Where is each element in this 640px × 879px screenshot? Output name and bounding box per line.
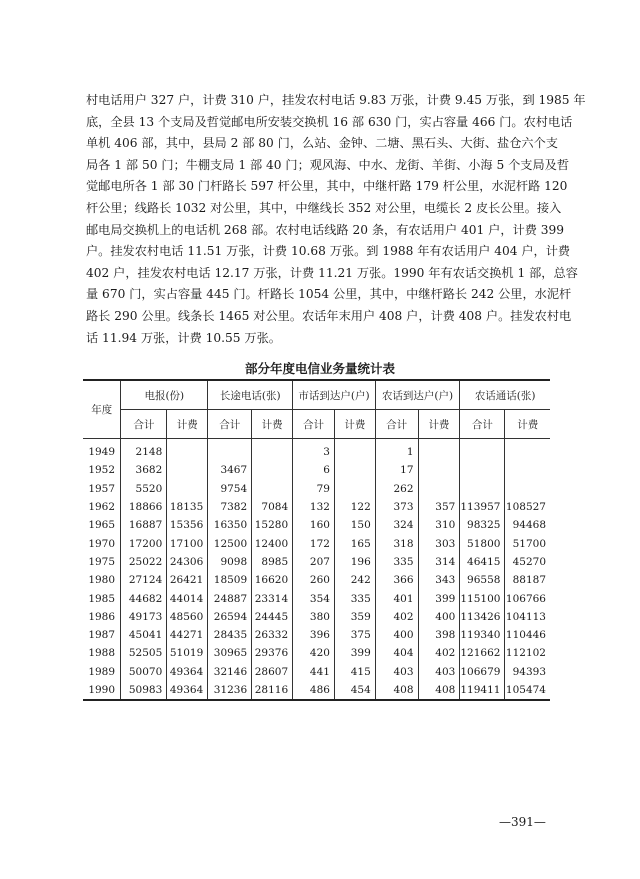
sub-header-billed: 计费 (167, 410, 208, 439)
year-cell: 1957 (88, 482, 116, 495)
value-cell (167, 461, 208, 479)
value-cell: 119340 (460, 626, 505, 644)
value-cell: 26421 (167, 571, 208, 589)
group-header-long-distance: 长途电话(张) (208, 380, 293, 410)
paragraph-line: 底，全县 13 个支局及哲觉邮电所安装交换机 16 部 630 门，实占容量 466 门。农村电话 (86, 114, 573, 129)
sub-header-total: 合计 (293, 410, 335, 439)
value-cell: 335 (375, 553, 418, 571)
value-cell: 25022 (121, 553, 167, 571)
value-cell: 28116 (252, 681, 293, 700)
value-cell: 112102 (505, 644, 550, 662)
value-cell: 408 (375, 681, 418, 700)
table-row (83, 534, 550, 552)
value-cell: 400 (418, 608, 460, 626)
paragraph-line: 户。挂发农村电话 11.51 万张，计费 10.68 万张。到 1988 年有农话用户 404 户，计费 (86, 244, 571, 259)
value-cell: 108527 (505, 498, 550, 516)
value-cell: 2148 (121, 439, 167, 462)
value-cell: 105474 (505, 681, 550, 700)
value-cell: 49173 (121, 608, 167, 626)
table-row (83, 681, 550, 700)
value-cell: 403 (418, 663, 460, 681)
value-cell: 48560 (167, 608, 208, 626)
paragraph-line: 村电话用户 327 户，计费 310 户，挂发农村电话 9.83 万张，计费 9.45 万张，到 1985 年 (86, 93, 586, 107)
value-cell: 399 (334, 644, 375, 662)
value-cell: 357 (418, 498, 460, 516)
group-header-city-phone: 市话到达户(户) (293, 380, 376, 410)
value-cell: 441 (293, 663, 335, 681)
value-cell: 30965 (208, 644, 252, 662)
value-cell: 207 (293, 553, 335, 571)
value-cell: 6 (293, 461, 335, 479)
value-cell (252, 439, 293, 462)
value-cell: 32146 (208, 663, 252, 681)
value-cell: 396 (293, 626, 335, 644)
value-cell: 15356 (167, 516, 208, 534)
year-cell: 1989 (88, 665, 116, 678)
year-cell: 1970 (88, 537, 116, 550)
value-cell: 375 (334, 626, 375, 644)
table-row (83, 644, 550, 662)
year-cell: 1990 (88, 684, 116, 696)
value-cell: 335 (334, 589, 375, 607)
sub-header-billed: 计费 (252, 410, 293, 439)
value-cell: 28607 (252, 663, 293, 681)
value-cell: 28435 (208, 626, 252, 644)
paragraph-line: 邮电局交换机上的电话机 268 部。农村电话线路 20 条，有农话用户 401 户，计费 399 (86, 222, 565, 237)
value-cell: 150 (334, 516, 375, 534)
value-cell: 324 (375, 516, 418, 534)
value-cell: 17200 (121, 534, 167, 552)
value-cell: 486 (293, 681, 335, 700)
sub-header-billed: 计费 (505, 410, 550, 439)
value-cell: 51019 (167, 644, 208, 662)
value-cell: 354 (293, 589, 335, 607)
sub-header-total: 合计 (208, 410, 252, 439)
value-cell (505, 439, 550, 462)
paragraph-line: 路长 290 公里。线条长 1465 对公里。农话年末用户 408 户，计费 408 户。挂发农村电 (86, 308, 572, 323)
table-row (83, 589, 550, 607)
value-cell: 3467 (208, 461, 252, 479)
table-row (83, 498, 550, 516)
table-title: 部分年度电信业务量统计表 (244, 361, 395, 376)
value-cell: 262 (375, 480, 418, 498)
value-cell (505, 480, 550, 498)
year-cell: 1985 (88, 592, 116, 605)
value-cell: 400 (375, 626, 418, 644)
value-cell: 165 (334, 534, 375, 552)
value-cell: 16350 (208, 516, 252, 534)
table-row (83, 480, 550, 498)
year-header: 年度 (83, 380, 121, 439)
value-cell: 404 (375, 644, 418, 662)
value-cell: 454 (334, 681, 375, 700)
year-cell: 1988 (88, 647, 116, 660)
value-cell: 79 (293, 480, 335, 498)
value-cell: 96558 (460, 571, 505, 589)
value-cell: 98325 (460, 516, 505, 534)
value-cell: 9098 (208, 553, 252, 571)
value-cell: 242 (334, 571, 375, 589)
value-cell: 106766 (505, 589, 550, 607)
value-cell: 415 (334, 663, 375, 681)
year-cell: 1980 (88, 574, 116, 587)
value-cell: 303 (418, 534, 460, 552)
value-cell: 12400 (252, 534, 293, 552)
value-cell: 106679 (460, 663, 505, 681)
table-row (83, 553, 550, 571)
value-cell: 17 (375, 461, 418, 479)
value-cell (334, 439, 375, 462)
value-cell (460, 439, 505, 462)
value-cell: 26594 (208, 608, 252, 626)
value-cell: 380 (293, 608, 335, 626)
value-cell (460, 461, 505, 479)
year-cell: 1965 (88, 519, 116, 532)
year-cell: 1949 (88, 446, 116, 459)
value-cell: 46415 (460, 553, 505, 571)
value-cell: 113957 (460, 498, 505, 516)
paragraph-line: 402 户，挂发农村电话 12.17 万张，计费 11.21 万张。1990 年有农话交换机 1 部，总容 (86, 265, 578, 280)
value-cell: 196 (334, 553, 375, 571)
table-row (83, 663, 550, 681)
value-cell: 403 (375, 663, 418, 681)
value-cell: 18135 (167, 498, 208, 516)
value-cell: 51700 (505, 534, 550, 552)
group-header-rural-phone-users: 农话到达户(户) (375, 380, 460, 410)
telecom-statistics-table (83, 379, 550, 701)
value-cell (167, 439, 208, 462)
value-cell: 132 (293, 498, 335, 516)
value-cell: 16620 (252, 571, 293, 589)
value-cell: 45270 (505, 553, 550, 571)
paragraph-line: 量 670 门，实占容量 445 门。杆路长 1054 公里，其中，中继杆路长 242 公里，水泥杆 (86, 287, 572, 302)
table-row (83, 439, 550, 462)
value-cell: 172 (293, 534, 335, 552)
value-cell: 24306 (167, 553, 208, 571)
value-cell: 122 (334, 498, 375, 516)
value-cell: 9754 (208, 480, 252, 498)
value-cell: 113426 (460, 608, 505, 626)
value-cell: 7382 (208, 498, 252, 516)
value-cell: 314 (418, 553, 460, 571)
value-cell: 398 (418, 626, 460, 644)
value-cell: 94468 (505, 516, 550, 534)
table-row (83, 571, 550, 589)
value-cell: 1 (375, 439, 418, 462)
value-cell (418, 480, 460, 498)
paragraph-line: 局各 1 部 50 门；牛棚支局 1 部 40 门；观风海、中水、龙街、羊街、小海 5 个支局及哲 (86, 157, 570, 172)
value-cell: 7084 (252, 498, 293, 516)
value-cell: 24887 (208, 589, 252, 607)
value-cell: 49364 (167, 681, 208, 700)
value-cell: 3 (293, 439, 335, 462)
value-cell (208, 439, 252, 462)
value-cell (252, 461, 293, 479)
value-cell: 49364 (167, 663, 208, 681)
value-cell: 359 (334, 608, 375, 626)
value-cell: 343 (418, 571, 460, 589)
value-cell: 402 (375, 608, 418, 626)
page-number: —391— (499, 815, 546, 829)
value-cell (505, 461, 550, 479)
value-cell (334, 480, 375, 498)
value-cell: 318 (375, 534, 418, 552)
value-cell: 399 (418, 589, 460, 607)
value-cell (167, 480, 208, 498)
value-cell: 366 (375, 571, 418, 589)
value-cell: 44271 (167, 626, 208, 644)
paragraph-line: 觉邮电所各 1 部 30 门杆路长 597 杆公里，其中，中继杆路 179 杆公里，水泥杆路 120 (86, 179, 568, 194)
value-cell (418, 461, 460, 479)
value-cell: 408 (418, 681, 460, 700)
value-cell: 44014 (167, 589, 208, 607)
table-row (83, 608, 550, 626)
year-cell: 1975 (88, 555, 116, 568)
value-cell (418, 439, 460, 462)
value-cell: 50983 (121, 681, 167, 700)
value-cell (460, 480, 505, 498)
value-cell: 401 (375, 589, 418, 607)
value-cell: 16887 (121, 516, 167, 534)
value-cell: 260 (293, 571, 335, 589)
table-row (83, 626, 550, 644)
value-cell: 88187 (505, 571, 550, 589)
value-cell: 51800 (460, 534, 505, 552)
value-cell: 8985 (252, 553, 293, 571)
group-header-telegram: 电报(份) (121, 380, 208, 410)
value-cell: 17100 (167, 534, 208, 552)
value-cell: 119411 (460, 681, 505, 700)
year-cell: 1986 (88, 610, 116, 623)
value-cell: 18866 (121, 498, 167, 516)
year-cell: 1962 (88, 501, 116, 514)
value-cell: 52505 (121, 644, 167, 662)
table-row (83, 461, 550, 479)
value-cell: 44682 (121, 589, 167, 607)
paragraph-line: 话 11.94 万张，计费 10.55 万张。 (86, 330, 281, 345)
value-cell: 23314 (252, 589, 293, 607)
value-cell: 45041 (121, 626, 167, 644)
group-header-rural-calls: 农话通话(张) (460, 380, 550, 410)
sub-header-billed: 计费 (334, 410, 375, 439)
sub-header-total: 合计 (375, 410, 418, 439)
value-cell: 373 (375, 498, 418, 516)
value-cell: 94393 (505, 663, 550, 681)
value-cell: 115100 (460, 589, 505, 607)
sub-header-billed: 计费 (418, 410, 460, 439)
value-cell: 402 (418, 644, 460, 662)
table-row (83, 516, 550, 534)
value-cell (252, 480, 293, 498)
year-cell: 1952 (88, 464, 116, 477)
value-cell: 31236 (208, 681, 252, 700)
value-cell: 121662 (460, 644, 505, 662)
body-paragraph (86, 90, 586, 349)
value-cell: 160 (293, 516, 335, 534)
paragraph-line: 单机 406 部，其中，县局 2 部 80 门，么站、金钟、二塘、黑石头、大街、盐仓六个支 (86, 136, 558, 151)
value-cell: 15280 (252, 516, 293, 534)
value-cell: 3682 (121, 461, 167, 479)
table-body (83, 439, 550, 701)
value-cell: 5520 (121, 480, 167, 498)
sub-header-total: 合计 (121, 410, 167, 439)
value-cell: 18509 (208, 571, 252, 589)
year-cell: 1987 (88, 629, 116, 642)
value-cell: 104113 (505, 608, 550, 626)
value-cell: 27124 (121, 571, 167, 589)
value-cell (334, 461, 375, 479)
value-cell: 420 (293, 644, 335, 662)
value-cell: 24445 (252, 608, 293, 626)
value-cell: 310 (418, 516, 460, 534)
value-cell: 50070 (121, 663, 167, 681)
value-cell: 12500 (208, 534, 252, 552)
value-cell: 29376 (252, 644, 293, 662)
value-cell: 26332 (252, 626, 293, 644)
paragraph-line: 杆公里；线路长 1032 对公里，其中，中继线长 352 对公里，电缆长 2 皮长公里。接入 (86, 200, 562, 215)
sub-header-total: 合计 (460, 410, 505, 439)
value-cell: 110446 (505, 626, 550, 644)
